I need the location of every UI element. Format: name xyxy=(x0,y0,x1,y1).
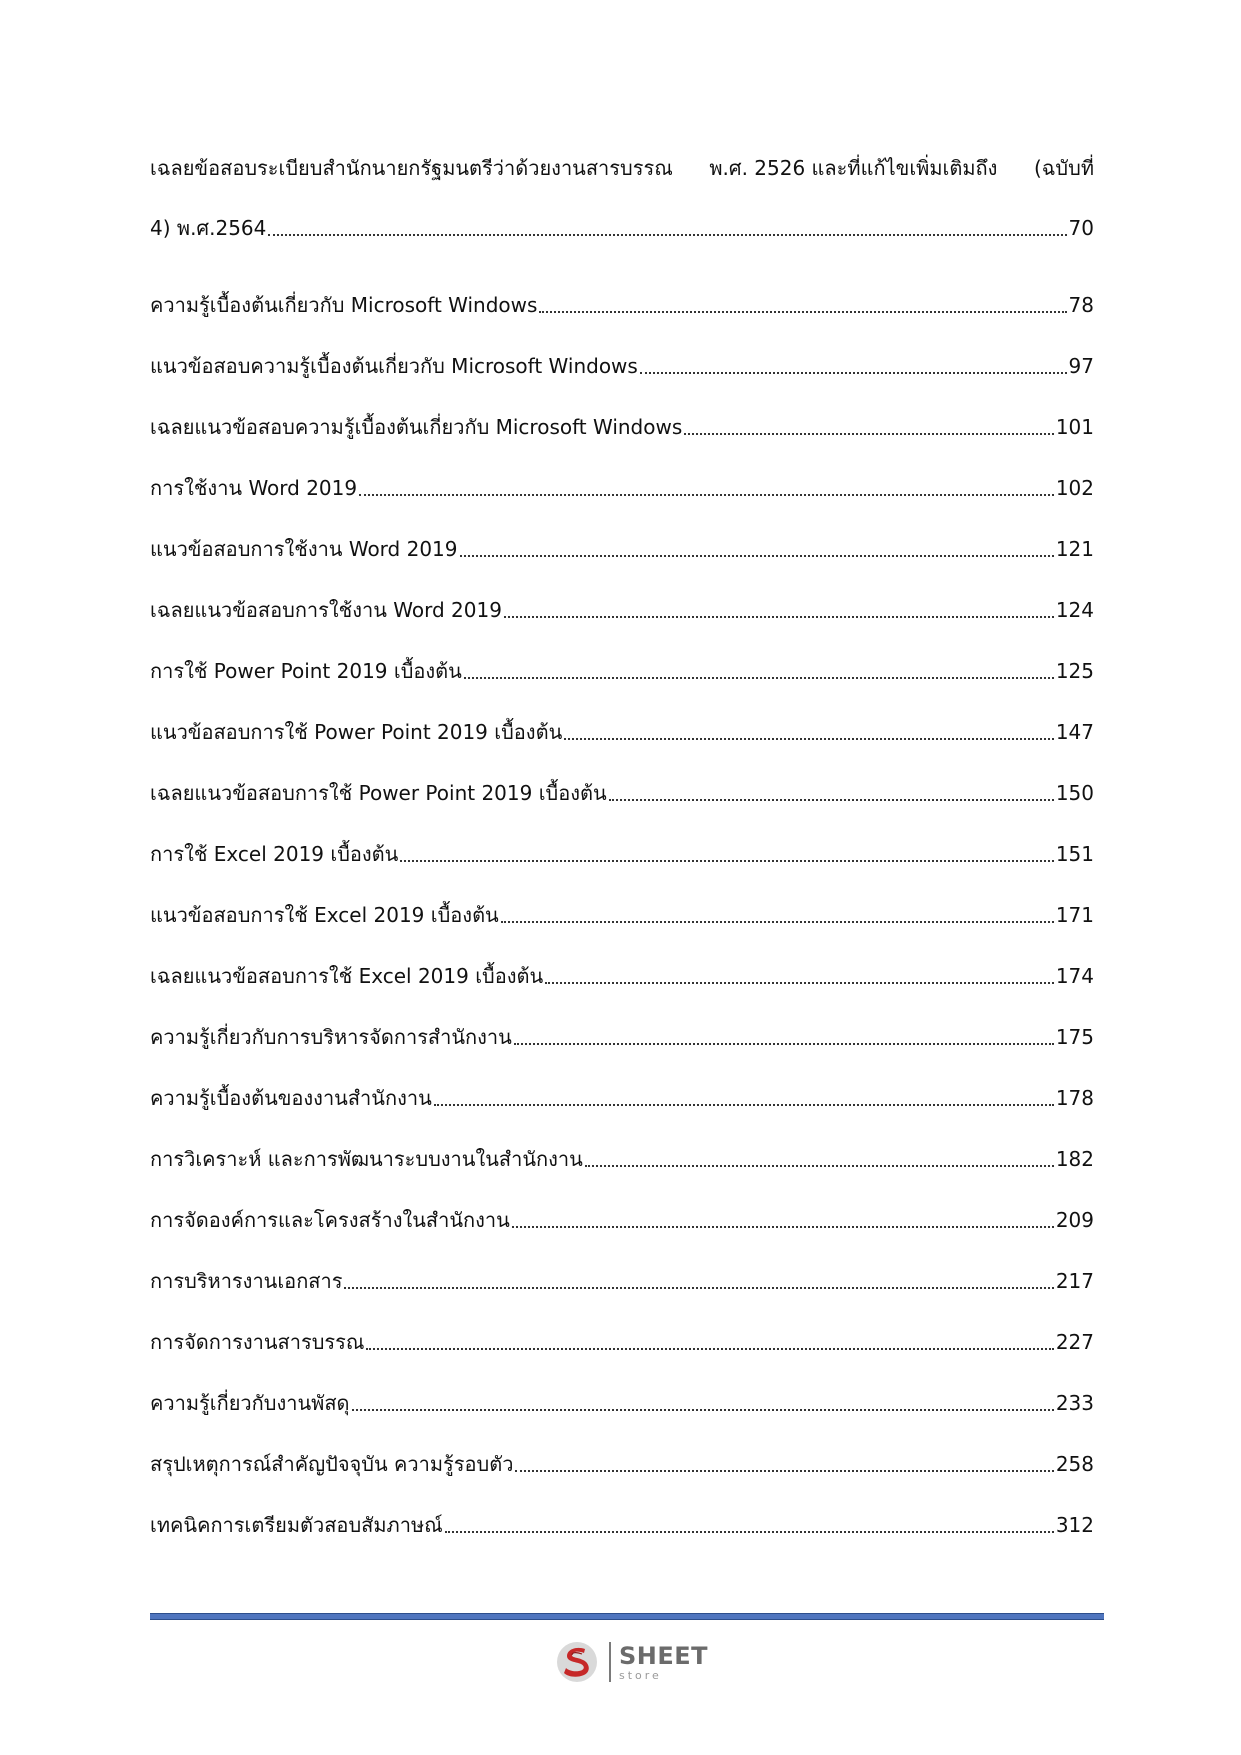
toc-entry-page-number: 233 xyxy=(1055,1390,1094,1415)
toc-leader-dots xyxy=(501,903,1054,923)
toc-entry-title: การจัดองค์การและโครงสร้างในสำนักงาน xyxy=(150,1207,510,1232)
toc-entry-title: การใช้ Excel 2019 เบื้องต้น xyxy=(150,841,399,866)
toc-leader-dots xyxy=(512,1208,1054,1228)
toc-entry[interactable] xyxy=(150,1189,1094,1250)
toc-leader-dots xyxy=(400,842,1053,862)
toc-leader-dots xyxy=(545,964,1054,984)
toc-leader-dots xyxy=(684,415,1054,435)
toc-entry-title-part3: (ฉบับที่ xyxy=(1034,156,1094,180)
toc-entry-page-number: 101 xyxy=(1055,414,1094,439)
toc-entry-title-part2: พ.ศ. 2526 และที่แก้ไขเพิ่มเติมถึง xyxy=(709,156,998,180)
toc-entry-title: ความรู้เบื้องต้นเกี่ยวกับ Microsoft Windows xyxy=(150,292,538,317)
toc-leader-dots xyxy=(464,659,1054,679)
toc-entry-page-number: 70 xyxy=(1068,216,1094,240)
toc-entry-page-number: 97 xyxy=(1068,353,1094,378)
toc-entry[interactable] xyxy=(150,1067,1094,1128)
toc-leader-dots xyxy=(504,598,1054,618)
toc-entry[interactable] xyxy=(150,1128,1094,1189)
toc-entry-title: แนวข้อสอบความรู้เบื้องต้นเกี่ยวกับ Microsoft Windows xyxy=(150,353,638,378)
toc-entry-page-number: 227 xyxy=(1055,1329,1094,1354)
toc-entry[interactable] xyxy=(150,518,1094,579)
toc-entry-title: สรุปเหตุการณ์สำคัญปัจจุบัน ความรู้รอบตัว xyxy=(150,1451,514,1476)
toc-entry-title: เฉลยแนวข้อสอบการใช้ Excel 2019 เบื้องต้น xyxy=(150,963,544,988)
brand-sub: store xyxy=(619,1668,662,1682)
toc-entry-page-number: 209 xyxy=(1055,1207,1094,1232)
toc-entry-page-number: 150 xyxy=(1055,780,1094,805)
toc-entry-title: การจัดการงานสารบรรณ xyxy=(150,1329,365,1354)
toc-leader-dots xyxy=(585,1147,1054,1167)
toc-entry[interactable] xyxy=(150,1250,1094,1311)
toc-list xyxy=(150,274,1094,1555)
toc-entry-title-part1: เฉลยข้อสอบระเบียบสำนักนายกรัฐมนตรีว่าด้วยงานสารบรรณ xyxy=(150,156,673,180)
toc-entry-title: แนวข้อสอบการใช้ Power Point 2019 เบื้องต้น xyxy=(150,719,563,744)
toc-entry[interactable] xyxy=(150,396,1094,457)
toc-entry-page-number: 78 xyxy=(1068,292,1094,317)
toc-entry-title: ความรู้เกี่ยวกับการบริหารจัดการสำนักงาน xyxy=(150,1024,512,1049)
toc-entry-page-number: 151 xyxy=(1055,841,1094,866)
toc-leader-dots xyxy=(609,781,1054,801)
toc-entry-title: แนวข้อสอบการใช้ Excel 2019 เบื้องต้น xyxy=(150,902,499,927)
toc-entry[interactable] xyxy=(150,335,1094,396)
toc-entry-page-number: 124 xyxy=(1055,597,1094,622)
toc-leader-dots xyxy=(344,1269,1053,1289)
toc-entry-page-number: 217 xyxy=(1055,1268,1094,1293)
toc-entry[interactable] xyxy=(150,1433,1094,1494)
toc-entry[interactable] xyxy=(150,640,1094,701)
toc-entry[interactable] xyxy=(150,1372,1094,1433)
logo-text xyxy=(619,1641,709,1682)
toc-entry-title: เฉลยแนวข้อสอบความรู้เบื้องต้นเกี่ยวกับ Microsoft Windows xyxy=(150,414,683,439)
toc-entry-page-number: 182 xyxy=(1055,1146,1094,1171)
toc-leader-dots xyxy=(434,1086,1054,1106)
toc-entry-title: การใช้งาน Word 2019 xyxy=(150,475,358,500)
toc-leader-dots xyxy=(352,1391,1054,1411)
toc-entry[interactable] xyxy=(150,823,1094,884)
toc-entry-title: 4) พ.ศ.2564 xyxy=(150,216,267,240)
toc-entry-page-number: 312 xyxy=(1055,1512,1094,1537)
toc-entry-title: เฉลยแนวข้อสอบการใช้ Power Point 2019 เบื้องต้น xyxy=(150,780,607,805)
footer-rule xyxy=(150,1613,1104,1620)
toc-entry[interactable] xyxy=(150,762,1094,823)
brand-main: SHEET xyxy=(619,1641,709,1670)
toc-entry-page-number: 147 xyxy=(1055,719,1094,744)
toc-entry[interactable] xyxy=(150,884,1094,945)
sheet-store-logo-icon xyxy=(555,1640,599,1684)
toc-entry[interactable] xyxy=(150,1494,1094,1555)
toc-entry-page-number: 121 xyxy=(1055,536,1094,561)
table-of-contents xyxy=(150,154,1094,1555)
toc-entry-page-number: 102 xyxy=(1055,475,1094,500)
toc-entry-page-number: 125 xyxy=(1055,658,1094,683)
toc-leader-dots xyxy=(514,1025,1054,1045)
toc-entry-title: เฉลยแนวข้อสอบการใช้งาน Word 2019 xyxy=(150,597,502,622)
toc-entry-page-number: 175 xyxy=(1055,1024,1094,1049)
toc-leader-dots xyxy=(460,537,1054,557)
toc-entry-title: เทคนิคการเตรียมตัวสอบสัมภาษณ์ xyxy=(150,1512,443,1537)
toc-leader-dots xyxy=(445,1513,1054,1533)
toc-entry-page-number: 178 xyxy=(1055,1085,1094,1110)
toc-entry-title: การบริหารงานเอกสาร xyxy=(150,1268,343,1293)
toc-entry[interactable] xyxy=(150,274,1094,335)
toc-entry-page-number: 171 xyxy=(1055,902,1094,927)
toc-entry-1[interactable] xyxy=(150,154,1094,274)
toc-entry[interactable] xyxy=(150,701,1094,762)
toc-leader-dots xyxy=(268,216,1066,236)
logo-separator xyxy=(609,1642,611,1682)
toc-entry[interactable] xyxy=(150,579,1094,640)
toc-leader-dots xyxy=(539,293,1066,313)
toc-entry-page-number: 258 xyxy=(1055,1451,1094,1476)
toc-leader-dots xyxy=(564,720,1054,740)
toc-entry-page-number: 174 xyxy=(1055,963,1094,988)
toc-entry[interactable] xyxy=(150,945,1094,1006)
toc-entry-title-line2 xyxy=(150,214,1094,242)
toc-leader-dots xyxy=(640,354,1067,374)
toc-entry-title: ความรู้เบื้องต้นของงานสำนักงาน xyxy=(150,1085,432,1110)
toc-entry[interactable] xyxy=(150,1006,1094,1067)
toc-entry-title-line1 xyxy=(150,154,1094,182)
toc-leader-dots xyxy=(515,1452,1053,1472)
toc-leader-dots xyxy=(359,476,1054,496)
footer-logo xyxy=(555,1637,725,1687)
toc-entry[interactable] xyxy=(150,1311,1094,1372)
toc-entry-title: การวิเคราะห์ และการพัฒนาระบบงานในสำนักงาน xyxy=(150,1146,583,1171)
toc-entry[interactable] xyxy=(150,457,1094,518)
toc-entry-title: แนวข้อสอบการใช้งาน Word 2019 xyxy=(150,536,458,561)
toc-entry-title: ความรู้เกี่ยวกับงานพัสดุ xyxy=(150,1390,350,1415)
toc-entry-title: การใช้ Power Point 2019 เบื้องต้น xyxy=(150,658,462,683)
toc-leader-dots xyxy=(366,1330,1053,1350)
